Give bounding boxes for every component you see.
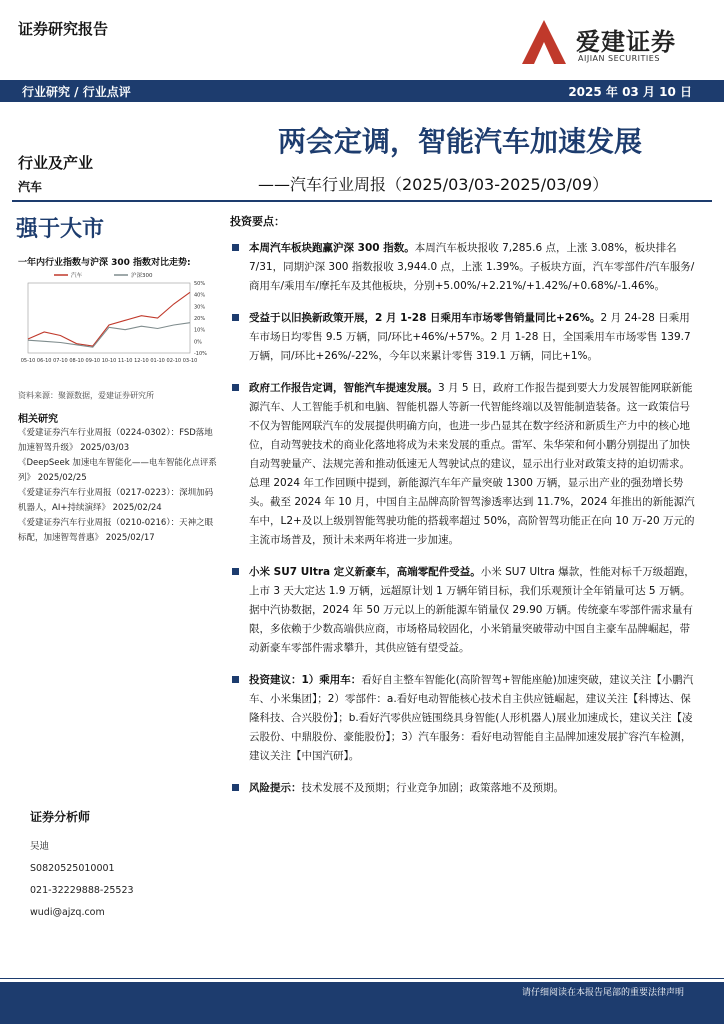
key-point-lead: 政府工作报告定调，智能汽车提速发展。 xyxy=(249,382,438,394)
key-point-lead: 小米 SU7 Ultra 定义新豪车，高端零配件受益。 xyxy=(249,566,481,578)
y-tick-label: 10% xyxy=(194,327,206,334)
related-item[interactable]: 《DeepSeek 加速电车智能化——电车智能化点评系列》 2025/02/25 xyxy=(18,458,217,483)
key-point-text: 看好自主整车智能化(高阶智驾+智能座舱)加速突破，建议关注【小鹏汽车、小米集团】；2）零部件：a.看好电动智能核心技术自主供应链崛起，建议关注【科博达、保隆科技、合兴股份】；b.看好汽零供应链围绕具身智能(人形机器人)展业加速成长，建议关注【凌云股份、中鼎股份、豪能股份】；3）汽车服务：看好电动智能自主品牌加速发展扩容汽车检测，建议关注【中国汽研】。 xyxy=(249,674,694,762)
key-point-paragraph xyxy=(230,309,696,366)
analyst-name: 吴迪 xyxy=(30,841,50,852)
footer-divider xyxy=(0,978,724,979)
key-points-section xyxy=(230,212,696,811)
key-point-lead: 受益于以旧换新政策开展，2 月 1-28 日乘用车市场零售销量同比+26%。 xyxy=(249,312,601,324)
key-point-text: 本周汽车板块报收 7,285.6 点，上涨 3.08%，板块排名 7/31，同期沪深 300 指数报收 3,944.0 点，上涨 1.39%。子板块方面，汽车零部件/汽车服务/商用车/乘用车/摩托车及其他板块，分别+5.00%/+2.21%/+1.42%/+0.68%/-1.46%。 xyxy=(249,242,695,292)
key-point-text: 3 月 5 日，政府工作报告提到要大力发展智能网联新能源汽车、人工智能手机和电脑、智能机器人等新一代智能终端以及智能制造装备。这一政策信号不仅为智能网联汽车的发展提供明确方向，也进一步凸显其在数字经济和新质生产力中的核心地位，自动驾驶技术的商业化落地将成为未来发展的重点。雷军、朱华荣和何小鹏分别提出了加快自动驾驶量产、法规完善和推动低速无人驾驶试点的建议，显示出行业对政策支持的迫切需求。总理 2024 年工作回顾中提到，新能源汽车年产量突破 1300 万辆，显示出产业的强劲增长势头。截至 2024 年 10 月，中国自主品牌高阶智驾渗透率达到 11.7%，2024 年推出的新能源汽车中，L2+及以上级别智能驾驶功能的搭载率超过 50%，高阶智驾功能正在向 10 万-20 万元的主流市场普及，预计未来两年将进一步加速。 xyxy=(249,382,695,546)
x-tick-label: 10-10 xyxy=(101,358,117,364)
bullet-square-icon xyxy=(232,244,239,251)
x-tick-label: 01-10 xyxy=(150,358,165,364)
header-divider xyxy=(12,200,712,202)
chart-source: 资料来源：聚源数据，爱建证券研究所 xyxy=(18,391,154,400)
industry-label: 行业及产业 xyxy=(18,154,94,172)
analyst-license: S0820525010001 xyxy=(30,863,115,874)
bullet-square-icon xyxy=(232,384,239,391)
series-line xyxy=(28,292,190,346)
footer-disclaimer[interactable]: 请仔细阅读在本报告尾部的重要法律声明 xyxy=(521,988,684,998)
header-bar xyxy=(0,80,724,102)
chart-svg xyxy=(14,265,214,385)
x-tick-label: 12-10 xyxy=(134,358,149,364)
analyst-email[interactable]: wudi@ajzq.com xyxy=(30,907,105,918)
key-point-paragraph xyxy=(230,563,696,658)
key-point-paragraph xyxy=(230,671,696,766)
report-title: 两会定调，智能汽车加速发展 xyxy=(277,125,642,158)
key-points-header: 投资要点： xyxy=(230,215,285,228)
key-point-lead: 风险提示： xyxy=(249,782,302,794)
related-item[interactable]: 《爱建证券汽车行业周报（0210-0216）：天神之眼标配，加速智驾普惠》 2025/02/17 xyxy=(18,518,214,543)
key-point-lead: 本周汽车板块跑赢沪深 300 指数。 xyxy=(249,242,415,254)
footer-bar xyxy=(0,982,724,1024)
bullet-square-icon xyxy=(232,314,239,321)
y-tick-label: 40% xyxy=(194,292,206,299)
report-subtitle: ——汽车行业周报（2025/03/03-2025/03/09） xyxy=(258,175,609,194)
x-tick-label: 08-10 xyxy=(69,358,84,364)
x-tick-label: 06-10 xyxy=(36,358,52,364)
x-tick-label: 05-10 xyxy=(20,358,36,364)
key-point-text: 2 月 24-28 日乘用车市场日均零售 9.5 万辆，同/环比+46%/+57%。2 月 1-28 日，全国乘用车市场零售 139.7 万辆，同/环比+26%/-22%，今年以来累计零售 319.1 万辆，同比+1%。 xyxy=(249,312,691,362)
breadcrumb: 行业研究 / 行业点评 xyxy=(22,85,131,99)
key-point-paragraph xyxy=(230,379,696,550)
bullet-square-icon xyxy=(232,568,239,575)
analyst-info xyxy=(30,836,134,924)
key-point-lead: 投资建议：1）乘用车： xyxy=(249,674,362,686)
brand-mark-icon xyxy=(520,18,568,66)
related-item[interactable]: 《爱建证券汽车行业周报（0217-0223）：深圳加码机器人，AI+持续演绎》 2025/02/24 xyxy=(18,488,214,513)
plot-area-frame xyxy=(28,283,190,353)
series-line xyxy=(28,323,190,348)
bullet-square-icon xyxy=(232,784,239,791)
y-tick-label: -10% xyxy=(194,351,207,357)
x-tick-label: 03-10 xyxy=(182,358,198,364)
sector-name: 汽车 xyxy=(18,180,43,194)
y-tick-label: 30% xyxy=(194,304,206,311)
x-tick-label: 07-10 xyxy=(53,358,68,364)
y-tick-label: 50% xyxy=(194,281,206,287)
x-tick-label: 02-10 xyxy=(166,358,182,364)
analyst-title: 证券分析师 xyxy=(30,810,91,824)
brand-name: 爱建证券 xyxy=(576,28,676,56)
y-tick-label: 0% xyxy=(194,339,202,346)
key-point-paragraph xyxy=(230,779,696,798)
key-point-text: 技术发展不及预期；行业竞争加剧；政策落地不及预期。 xyxy=(301,782,564,794)
brand-name-en: AIJIAN SECURITIES xyxy=(578,54,660,63)
x-tick-label: 11-10 xyxy=(117,358,133,364)
key-point-text: 小米 SU7 Ultra 爆款，性能对标千万级超跑，上市 3 天大定达 1.9 万辆，远超原计划 1 万辆年销目标，我们乐观预计全年销量可达 5 万辆。据中汽协数据，2024 年 50 万元以上的新能源车销量仅 29.90 万辆。传统豪车零部件需求量有限，多依赖于少数高端供应商，市场格局较固化，小米销量突破带动中国自主豪车品牌崛起，带动新豪车零部件需求攀升，其供应链有望受益。 xyxy=(249,566,695,654)
brand-logo xyxy=(520,18,710,68)
chart-caption: 一年内行业指数与沪深 300 指数对比走势: xyxy=(18,258,191,268)
legend-label: 沪深300 xyxy=(131,273,153,279)
related-item[interactable]: 《爱建证券汽车行业周报（0224-0302）：FSD落地加速智驾升级》 2025/03/03 xyxy=(18,428,213,453)
rating-label: 强于大市 xyxy=(16,217,105,242)
report-date: 2025 年 03 月 10 日 xyxy=(568,85,692,99)
bullet-square-icon xyxy=(232,676,239,683)
related-research-title: 相关研究 xyxy=(18,414,58,425)
legend-label: 汽车 xyxy=(71,273,83,279)
y-tick-label: 20% xyxy=(194,316,206,322)
analyst-phone: 021-32229888-25523 xyxy=(30,885,134,896)
key-point-paragraph xyxy=(230,239,696,296)
x-tick-label: 09-10 xyxy=(85,358,101,364)
report-type-label: 证券研究报告 xyxy=(18,20,109,38)
index-comparison-chart xyxy=(14,265,214,385)
related-research-list xyxy=(18,426,218,546)
